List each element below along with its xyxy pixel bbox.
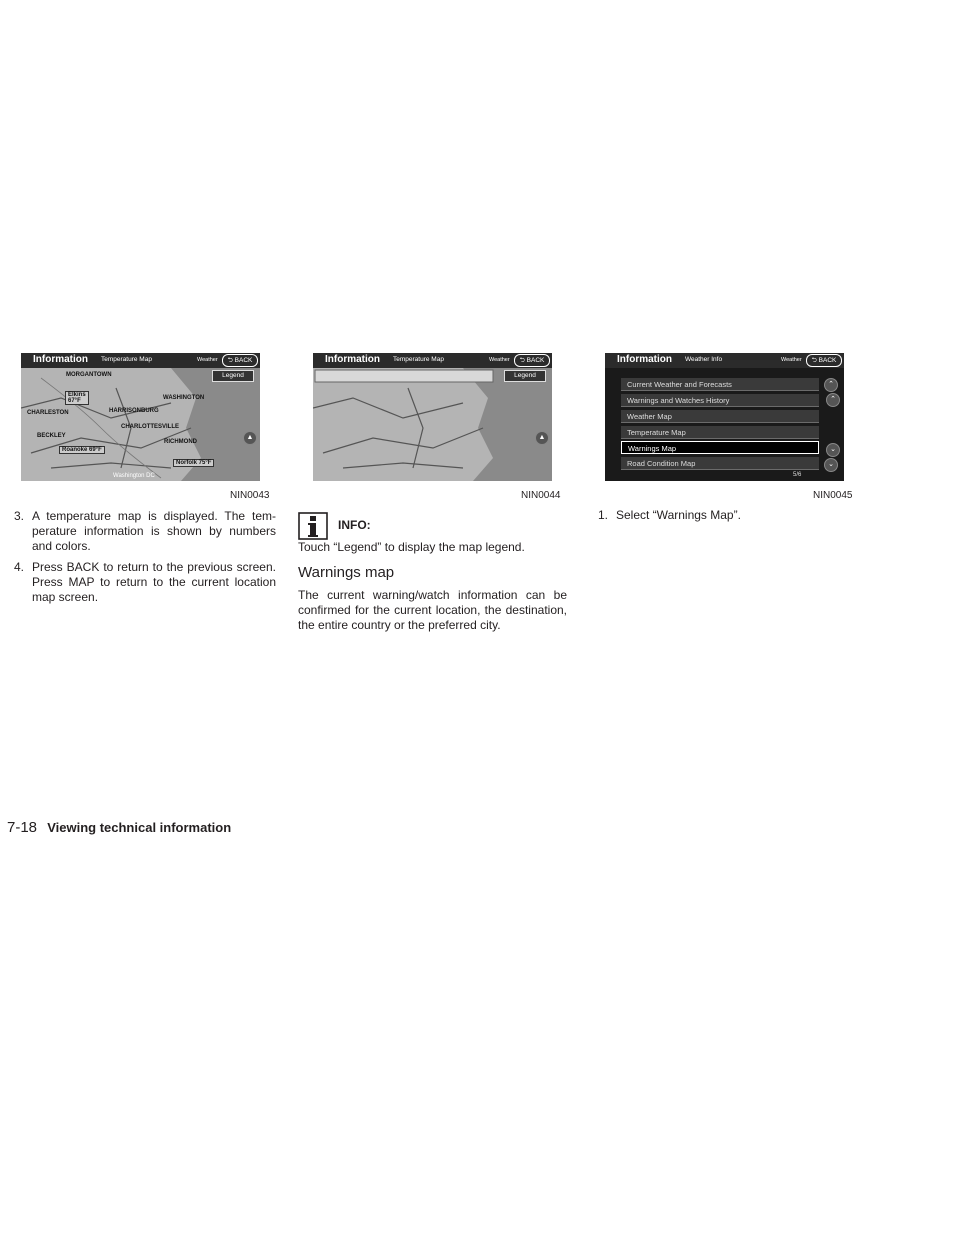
menu-item-road-condition-map[interactable]: Road Condition Map	[621, 457, 819, 470]
page-indicator: 5/6	[793, 472, 802, 478]
step-number: 4.	[14, 560, 25, 574]
title-bar	[21, 353, 260, 368]
menu-item-current-weather[interactable]: Current Weather and Forecasts	[621, 378, 819, 391]
map-graphic	[313, 368, 552, 481]
city-label: RICHMOND	[164, 439, 197, 445]
zoom-icon[interactable]: ▲	[535, 431, 549, 445]
temp-box-roanoke: Roanoke 69°F	[59, 446, 105, 454]
current-location-label: Washington DC	[113, 473, 155, 479]
menu-item-warnings-history[interactable]: Warnings and Watches History	[621, 394, 819, 407]
scroll-top-icon[interactable]: ⌃	[824, 378, 838, 392]
figure-caption: NIN0045	[813, 490, 853, 501]
city-label: CHARLESTON	[27, 410, 69, 416]
weather-label: Weather	[197, 357, 218, 363]
section-paragraph: The current warning/watch information can be confirmed for the current location, the destination, the entire country or the preferred city.	[298, 588, 567, 632]
list-item-step-4	[14, 560, 276, 605]
step-text: Press BACK to return to the previous screen. Press MAP to return to the current location map screen.	[32, 560, 276, 604]
menu-item-temperature-map[interactable]: Temperature Map	[621, 426, 819, 439]
menu-item-weather-map[interactable]: Weather Map	[621, 410, 819, 423]
legend-button[interactable]: Legend	[212, 370, 254, 382]
figure-caption: NIN0043	[230, 490, 270, 501]
weather-label: Weather	[489, 357, 510, 363]
legend-button[interactable]: Legend	[504, 370, 546, 382]
section-title: Viewing technical information	[47, 820, 232, 835]
list-item-step-3	[14, 509, 276, 554]
step-text: Select “Warnings Map”.	[616, 508, 741, 522]
weather-label: Weather	[781, 357, 802, 363]
zoom-icon[interactable]: ▲	[243, 431, 257, 445]
screenshot-weather-info-menu	[605, 353, 844, 481]
screenshot-temperature-map-legend	[313, 353, 552, 481]
scroll-down-icon[interactable]: ⌄	[826, 443, 840, 457]
list-item-step-1	[598, 508, 860, 523]
figure-caption: NIN0044	[521, 490, 561, 501]
screen-title: Information	[325, 354, 380, 365]
menu-item-warnings-map[interactable]: Warnings Map	[621, 441, 819, 454]
title-bar	[605, 353, 844, 368]
back-button[interactable]: ⮌ BACK	[806, 354, 842, 367]
city-label: HARRISONBURG	[109, 408, 159, 414]
step-number: 3.	[14, 509, 25, 523]
scroll-bottom-icon[interactable]: ⌄	[824, 458, 838, 472]
page-footer	[7, 819, 231, 836]
title-bar	[313, 353, 552, 368]
screen-title: Information	[33, 354, 88, 365]
page-number: 7-18	[7, 819, 38, 836]
temp-box-elkins: Elkins 67°F	[65, 391, 89, 405]
step-number: 1.	[598, 508, 609, 522]
city-label: CHARLOTTESVILLE	[121, 424, 179, 430]
breadcrumb: Temperature Map	[393, 356, 444, 363]
info-icon	[298, 512, 328, 540]
temp-box-norfolk: Norfolk 75°F	[173, 459, 214, 467]
section-heading: Warnings map	[298, 564, 395, 581]
info-text: Touch “Legend” to display the map legend.	[298, 540, 525, 554]
info-label: INFO:	[338, 518, 371, 532]
back-button[interactable]: ⮌ BACK	[514, 354, 550, 367]
city-label: BECKLEY	[37, 433, 66, 439]
scroll-up-icon[interactable]: ⌃	[826, 393, 840, 407]
screen-title: Information	[617, 354, 672, 365]
city-label: WASHINGTON	[163, 395, 205, 401]
city-label: MORGANTOWN	[66, 372, 112, 378]
screenshot-temperature-map	[21, 353, 260, 481]
back-button[interactable]: ⮌ BACK	[222, 354, 258, 367]
breadcrumb: Temperature Map	[101, 356, 152, 363]
step-text: A temperature map is displayed. The tem-perature information is shown by numbers and colors.	[32, 509, 276, 553]
breadcrumb: Weather Info	[685, 356, 723, 363]
